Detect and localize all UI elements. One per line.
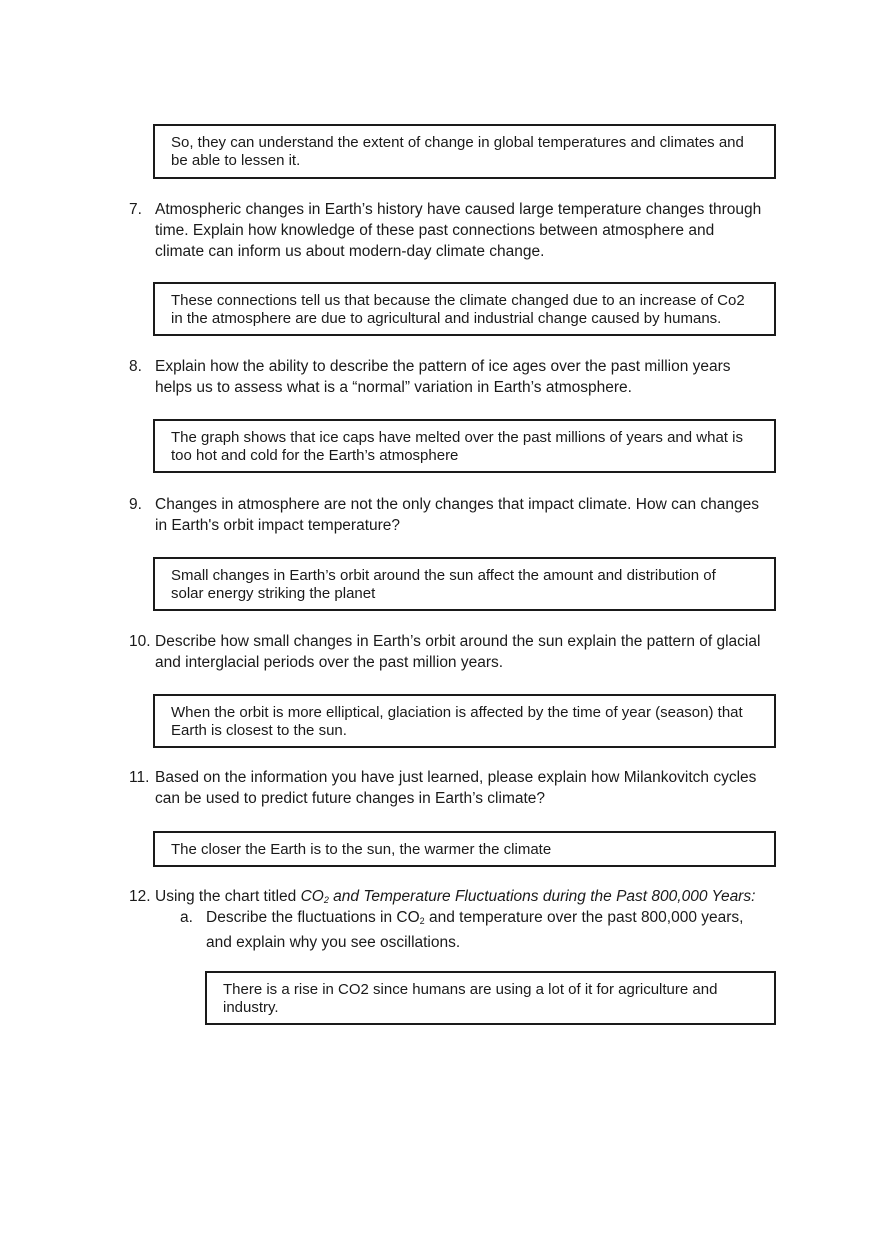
chart-title: $CO_2$ and Temperature Fluctuations during the Past 800,000 Years: [300, 888, 756, 905]
subquestion-letter: a. [180, 909, 193, 926]
question-line: time. Explain how knowledge of these past connections between atmosphere and [155, 222, 715, 239]
answer-line: solar energy striking the planet [171, 585, 376, 602]
question-line: Describe how small changes in Earth’s orbit around the sun explain the pattern of glacial [155, 633, 761, 650]
question-line: Describe the fluctuations in $CO_2$ and temperature over the past 800,000 years, [206, 909, 744, 926]
question-number: 11. [129, 769, 150, 786]
question-line: climate can inform us about modern-day climate change. [155, 243, 545, 260]
question-line: Explain how the ability to describe the pattern of ice ages over the past million years [155, 358, 731, 375]
question-text: Using the chart titled [155, 888, 301, 905]
question-line: in Earth's orbit impact temperature? [155, 517, 401, 534]
answer-box-11[interactable] [153, 831, 776, 867]
question-number: 9. [129, 496, 142, 513]
answer-line: Small changes in Earth’s orbit around the sun affect the amount and distribution of [171, 567, 716, 584]
answer-box-6[interactable] [153, 124, 776, 179]
answer-line: So, they can understand the extent of change in global temperatures and climates and [171, 134, 744, 151]
question-line: and interglacial periods over the past million years. [155, 654, 504, 671]
answer-line: too hot and cold for the Earth’s atmosphere [171, 447, 459, 464]
question-line: helps us to assess what is a “normal” variation in Earth’s atmosphere. [155, 379, 632, 396]
question-line: Based on the information you have just learned, please explain how Milankovitch cycles [155, 769, 757, 786]
question-line: and explain why you see oscillations. [206, 934, 461, 951]
question-number: 10. [129, 633, 151, 650]
answer-line: The graph shows that ice caps have melted over the past millions of years and what is [171, 429, 743, 446]
answer-line: in the atmosphere are due to agricultural and industrial change caused by humans. [171, 310, 722, 327]
question-line: Atmospheric changes in Earth’s history have caused large temperature changes through [155, 201, 762, 218]
question-line: can be used to predict future changes in Earth’s climate? [155, 790, 546, 807]
answer-line: The closer the Earth is to the sun, the warmer the climate [171, 841, 552, 858]
answer-box-7[interactable] [153, 282, 776, 336]
question-number: 8. [129, 358, 142, 375]
answer-box-8[interactable] [153, 419, 776, 473]
answer-line: These connections tell us that because the climate changed due to an increase of Co2 [171, 292, 745, 309]
answer-line: There is a rise in CO2 since humans are using a lot of it for agriculture and [223, 981, 718, 998]
question-number: 12. [129, 888, 151, 905]
answer-line: industry. [223, 999, 279, 1016]
answer-line: When the orbit is more elliptical, glaciation is affected by the time of year (season) that [171, 704, 743, 721]
question-number: 7. [129, 201, 142, 218]
answer-box-9[interactable] [153, 557, 776, 611]
answer-line: Earth is closest to the sun. [171, 722, 347, 739]
answer-line: be able to lessen it. [171, 152, 301, 169]
answer-box-12a[interactable] [205, 971, 776, 1025]
answer-box-10[interactable] [153, 694, 776, 748]
question-line: Changes in atmosphere are not the only changes that impact climate. How can changes [155, 496, 759, 513]
